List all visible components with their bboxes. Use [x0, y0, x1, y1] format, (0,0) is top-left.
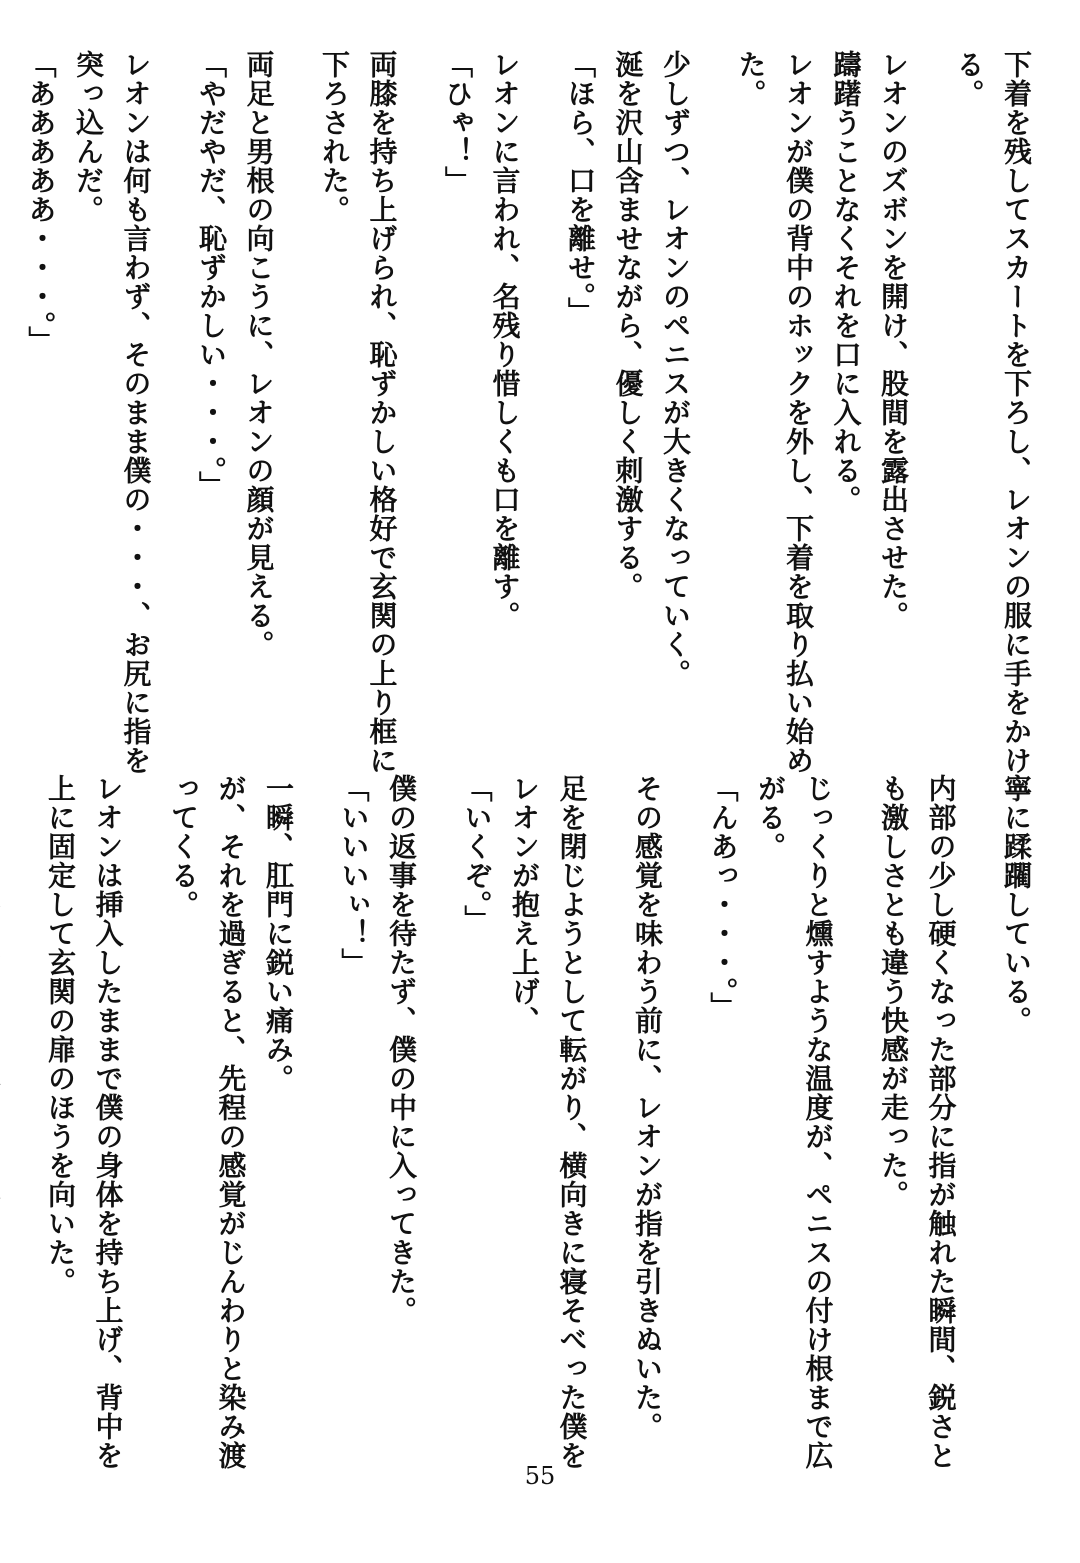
text-line: ってくる。: [167, 774, 200, 919]
text-line: レオンは何も言わず、そのまま僕の・・・、お尻に指を: [119, 50, 153, 775]
text-line: 涎を沢山含ませながら、優しく刺激する。: [611, 50, 645, 601]
text-line: 「んあっ・・・。」: [706, 774, 740, 1021]
text-line: も激しさとも違う快感が走った。: [877, 774, 910, 1209]
text-line: 両足と男根の向こうに、レオンの顔が見える。: [242, 50, 276, 659]
text-line: 下ろされた。: [318, 50, 351, 224]
text-line: 突っ込んだ。: [72, 50, 105, 224]
text-line: 一瞬、肛門に鋭い痛み。: [262, 774, 295, 1093]
text-line: 少しずつ、レオンのペニスが大きくなっていく。: [659, 50, 692, 688]
text-line: た。: [734, 50, 768, 108]
text-block-bottom: [30, 774, 1040, 1470]
text-line: レオンが抱え上げ、: [508, 774, 541, 1035]
text-line: 内部の少し硬くなった部分に指が触れた瞬間、鋭さと: [924, 774, 958, 1470]
text-line: 僕の返事を待たず、僕の中に入ってきた。: [385, 774, 418, 1325]
text-line: 躊躇うことなくそれを口に入れる。: [829, 50, 863, 514]
text-line: 寧に蹂躙している。: [1000, 774, 1033, 1035]
text-line: 上に固定して玄関の扉のほうを向いた。: [44, 774, 77, 1296]
text-line: 「ほら、口を離せ。」: [564, 50, 597, 326]
text-line: が、それを過ぎると、先程の感覚がじんわりと染み渡: [214, 774, 248, 1470]
text-block-top: [24, 50, 1040, 775]
text-line: 足を閉じようとして転がり、横向きに寝そべった僕を: [555, 774, 589, 1470]
text-line: がる。: [754, 774, 787, 861]
text-line: じっくりと燻すような温度が、ペニスの付け根まで広: [801, 774, 835, 1470]
text-line: 「いくぞ。」: [460, 774, 494, 934]
text-line: [0, 774, 37, 1404]
text-line: レオンに言われ、名残り惜しくも口を離す。: [488, 50, 522, 630]
text-line: 「ひゃ！」: [441, 50, 474, 195]
text-line: 下着を残してスカートを下ろし、レオンの服に手をかけ: [1000, 50, 1033, 775]
text-line: その感覚を味わう前に、レオンが指を引きぬいた。: [631, 774, 664, 1441]
text-line: [0, 50, 17, 730]
page-number: 55: [524, 1462, 556, 1490]
text-line: る。: [952, 50, 986, 108]
text-line: 「やだやだ、恥ずかしい・・・。」: [195, 50, 228, 500]
text-line: 両膝を持ち上げられ、恥ずかしい格好で玄関の上り框に: [365, 50, 399, 775]
text-line: レオンが僕の背中のホックを外し、下着を取り払い始め: [782, 50, 815, 775]
text-line: 「あああああ・・・。」: [24, 50, 58, 355]
text-line: レオンのズボンを開け、股間を露出させた。: [877, 50, 910, 630]
text-line: 「いいいぃ！」: [337, 774, 371, 977]
text-line: レオンは挿入したままで僕の身体を持ち上げ、背中を: [91, 774, 125, 1470]
